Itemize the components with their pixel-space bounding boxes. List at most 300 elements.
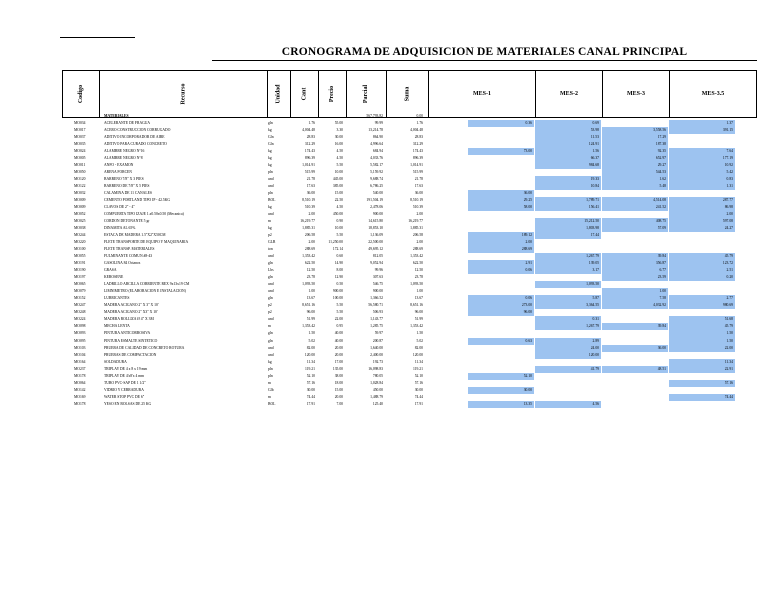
cell-code: MO009 — [74, 205, 86, 210]
cell-mes3: 57.09 — [602, 225, 668, 232]
cell-mes1 — [468, 288, 534, 295]
cell-mes3 — [602, 211, 668, 218]
table-row — [62, 246, 757, 253]
cell-partial: 4,996.64 — [370, 142, 383, 147]
cell-mes2: 1,789.71 — [535, 197, 601, 204]
cell-description: ESTACA DE MADERA 1.5"X2"X50CM — [104, 233, 166, 238]
cell-quantity: 510.39 — [304, 205, 315, 210]
cell-unit: und — [268, 282, 274, 287]
cell-sum: 1.76 — [416, 121, 423, 126]
cell-price: 5.50 — [336, 163, 343, 168]
cell-mes1 — [468, 281, 534, 288]
cell-mes35 — [669, 281, 735, 288]
cell-mes3: 29.27 — [602, 162, 668, 169]
cell-partial: 49,695.12 — [368, 247, 383, 252]
table-row — [62, 260, 757, 267]
cell-mes2: 4.56 — [535, 401, 601, 408]
cell-sum: 119.21 — [412, 366, 423, 371]
cell-description: LADRILLO ARCILLA CORRIENTE REX 9x13x19 CM — [104, 282, 190, 287]
table-row — [62, 288, 757, 295]
cell-description: LUBRICANTES — [104, 296, 130, 301]
cell-code: MO247 — [74, 303, 86, 308]
cell-description: KEROSENE — [104, 275, 124, 280]
cell-unit: m — [268, 380, 271, 385]
cell-mes1: 36.00 — [468, 190, 534, 197]
cell-mes35 — [669, 113, 735, 120]
cell-price: 17.00 — [334, 359, 343, 364]
cell-partial: 4,033.76 — [370, 156, 383, 161]
cell-quantity: 1.76 — [308, 121, 315, 126]
cell-price: 0.50 — [336, 282, 343, 287]
cell-mes3 — [602, 338, 668, 345]
cell-price: 20.00 — [334, 345, 343, 350]
cell-sum: 28.83 — [414, 135, 423, 140]
cell-unit: und — [268, 289, 274, 294]
cell-sum: 23.78 — [414, 275, 423, 280]
cell-mes2: 15,212.50 — [535, 218, 601, 225]
cell-mes35: 86.98 — [669, 204, 735, 211]
cell-mes2 — [535, 274, 601, 281]
cell-mes3: 241.52 — [602, 204, 668, 211]
cell-description: BARRENO 7/8" X 3 PIES — [104, 177, 144, 182]
cell-price: 15.00 — [334, 387, 343, 392]
cell-sum: 30.00 — [414, 387, 423, 392]
cell-mes2: 5.87 — [535, 295, 601, 302]
cell-mes35: 1.50 — [669, 330, 735, 337]
cell-quantity: 1,885.31 — [302, 226, 315, 231]
cell-description: YESO EN BOLSAS DE 25 KG — [104, 401, 152, 406]
cell-price: 30.00 — [334, 135, 343, 140]
cell-code: MO152 — [74, 296, 86, 301]
cell-code: MO038 — [74, 226, 86, 231]
cell-code: MO032 — [74, 191, 86, 196]
cell-mes1 — [468, 394, 534, 401]
cell-quantity: 288.69 — [304, 247, 315, 252]
cell-mes2: 1,803.98 — [535, 225, 601, 232]
cell-mes3 — [602, 330, 668, 337]
cell-description: TUBO PVC-SAP DE 1 1/2" — [104, 380, 146, 385]
cell-description: DINAMITA AL 65% — [104, 226, 136, 231]
cell-code: MO064 — [74, 380, 86, 385]
cell-code: MO034 — [74, 121, 86, 126]
cell-partial: 567,793.82 — [366, 114, 383, 118]
cell-unit: gln — [268, 261, 273, 266]
cell-partial: 1,488.79 — [370, 394, 383, 399]
cell-unit: kg — [268, 163, 272, 168]
cell-mes1 — [468, 345, 534, 352]
cell-partial: 1,143.77 — [370, 317, 383, 322]
cell-partial: 684.94 — [372, 149, 383, 154]
cell-description: WATER STOP PVC DE 6" — [104, 394, 145, 399]
cell-unit: und — [268, 212, 274, 217]
cell-unit: m — [268, 219, 271, 224]
cell-mes1: 0.63 — [468, 338, 534, 345]
cell-unit: kg — [268, 226, 272, 231]
cell-price: 38.00 — [334, 373, 343, 378]
table-row — [62, 345, 757, 352]
cell-code: MO079 — [74, 289, 86, 294]
cell-code: MO190 — [74, 268, 86, 273]
cell-mes2 — [535, 309, 601, 316]
cell-code: MO142 — [74, 387, 86, 392]
cell-description: LIMNIMETRO (ELABORACION E INSTALACION) — [104, 289, 186, 294]
cell-code: MO220 — [74, 240, 86, 245]
cell-code: MO178 — [74, 373, 86, 378]
cell-mes3: 7.58 — [602, 295, 668, 302]
cell-price: 40.00 — [334, 338, 343, 343]
cell-unit: GLB — [268, 240, 276, 245]
cell-mes1 — [468, 225, 534, 232]
cell-mes3 — [602, 387, 668, 394]
cell-mes35 — [669, 288, 735, 295]
cell-sum: 174.43 — [412, 149, 423, 154]
cell-mes3: 39.84 — [602, 253, 668, 260]
cell-sum: 17.91 — [414, 401, 423, 406]
cell-sum: 12.50 — [414, 268, 423, 273]
cell-mes2 — [535, 169, 601, 176]
table-row — [62, 253, 757, 260]
cell-mes2: 139.05 — [535, 260, 601, 267]
cell-mes2 — [535, 330, 601, 337]
cell-code: MO244 — [74, 233, 86, 238]
cell-mes2 — [535, 239, 601, 246]
table-row — [62, 309, 757, 316]
table-row — [62, 330, 757, 337]
cell-mes35: 11.34 — [669, 359, 735, 366]
cell-partial: 18,853.10 — [368, 226, 383, 231]
table-header — [62, 70, 757, 118]
cell-quantity: 17.91 — [306, 401, 315, 406]
cell-quantity: 57.16 — [306, 380, 315, 385]
cell-mes1 — [468, 155, 534, 162]
header-parcial: Parcial — [347, 71, 387, 117]
table-row — [62, 281, 757, 288]
cell-mes35 — [669, 309, 735, 316]
cell-mes35 — [669, 141, 735, 148]
table-row — [62, 134, 757, 141]
cell-price: 135.00 — [332, 366, 343, 371]
cell-unit: kg — [268, 128, 272, 133]
cell-code: MO122 — [74, 184, 86, 189]
cell-mes1 — [468, 274, 534, 281]
cell-sum: 8,651.16 — [410, 303, 423, 308]
cell-code: MO065 — [74, 282, 86, 287]
cell-price: 14.90 — [334, 261, 343, 266]
cell-sum: 51.99 — [414, 317, 423, 322]
cell-mes1: 52.10 — [468, 373, 534, 380]
cell-quantity: 174.43 — [304, 149, 315, 154]
cell-unit: ton — [268, 247, 273, 252]
cell-unit: und — [268, 177, 274, 182]
cell-partial: 9,052.94 — [370, 261, 383, 266]
cell-unit: gln — [268, 296, 273, 301]
cell-description: ACELERANTE DE FRAGUA — [104, 121, 151, 126]
cell-unit: Gln — [268, 135, 274, 140]
cell-quantity: 896.39 — [304, 156, 315, 161]
cell-mes2: 0.69 — [535, 120, 601, 127]
cell-quantity: 96.00 — [306, 310, 315, 315]
cell-unit: kg — [268, 359, 272, 364]
cell-mes1 — [468, 253, 534, 260]
cell-code: MO052 — [74, 212, 86, 217]
cell-unit: kg — [268, 156, 272, 161]
cell-unit: pln — [268, 191, 273, 196]
table-row — [62, 239, 757, 246]
table-row — [62, 401, 757, 408]
cell-quantity: 28.83 — [306, 135, 315, 140]
cell-description: CORDON DETONANTE 5 gr — [104, 219, 150, 224]
cell-description: ANFO - EXAMON — [104, 163, 134, 168]
table-row — [62, 295, 757, 302]
cell-price: 4.50 — [336, 156, 343, 161]
table-row — [62, 352, 757, 359]
cell-mes2: 1,093.50 — [535, 281, 601, 288]
cell-partial: 450.00 — [372, 387, 383, 392]
table-row — [62, 316, 757, 323]
cell-description: TRIPLAY DE 4'x8'x 4 mm — [104, 373, 144, 378]
header-mes35: MES-3.5 — [701, 91, 725, 97]
cell-mes2: 3,364.55 — [535, 302, 601, 309]
cell-mes1: 58.00 — [468, 204, 534, 211]
cell-quantity: 30.00 — [306, 387, 315, 392]
cell-price: 15.00 — [334, 191, 343, 196]
cell-mes35: 1.37 — [669, 120, 735, 127]
cell-unit: gln — [268, 331, 273, 336]
cell-partial: 506.93 — [372, 310, 383, 315]
cell-mes35 — [669, 232, 735, 239]
cell-sum: 206.58 — [412, 233, 423, 238]
cell-mes1 — [468, 352, 534, 359]
cell-description: MATERIALES — [104, 114, 129, 118]
cell-mes3: 1.62 — [602, 176, 668, 183]
cell-description: CLAVOS DE 2" - 4" — [104, 205, 135, 210]
cell-partial: 9,688.74 — [370, 177, 383, 182]
header-codigo: Codigo — [63, 71, 100, 117]
table-row — [62, 113, 757, 120]
cell-quantity: 5.02 — [308, 338, 315, 343]
table-row — [62, 225, 757, 232]
cell-description: PRUEBA DE CALIDAD DE CONCRETO ROTURA — [104, 345, 185, 350]
cell-quantity: 82.00 — [306, 345, 315, 350]
cell-mes1: 96.00 — [468, 309, 534, 316]
cell-mes2 — [535, 359, 601, 366]
cell-price: 450.00 — [332, 212, 343, 217]
cell-sum: 74.44 — [414, 394, 423, 399]
cell-price: 4.50 — [336, 205, 343, 210]
cell-description: FLETE TRANSP. MATERIALES — [104, 247, 155, 252]
cell-code: MO035 — [74, 142, 86, 147]
cell-quantity: 23.78 — [306, 275, 315, 280]
cell-mes2 — [535, 394, 601, 401]
cell-sum: 57.16 — [414, 380, 423, 385]
cell-price: 22.50 — [334, 198, 343, 203]
cell-sum: 21.78 — [414, 177, 423, 182]
cell-sum: 622.50 — [412, 261, 423, 266]
cell-mes2: 24.00 — [535, 345, 601, 352]
cell-mes3: 187.38 — [602, 141, 668, 148]
cell-partial: 864.90 — [372, 135, 383, 140]
cell-mes35: 0.20 — [669, 274, 735, 281]
cell-quantity: 11.34 — [306, 359, 315, 364]
cell-code: MO197 — [74, 275, 86, 280]
cell-description: ALAMBRE NEGRO N°16 — [104, 149, 145, 154]
table-row — [62, 204, 757, 211]
cell-price: 20.00 — [334, 352, 343, 357]
cell-mes35 — [669, 239, 735, 246]
cell-quantity: 52.10 — [306, 373, 315, 378]
cell-mes1: 0.06 — [468, 267, 534, 274]
cell-mes3: 4,514.08 — [602, 197, 668, 204]
cell-mes3 — [602, 190, 668, 197]
cell-price: 40.00 — [334, 331, 343, 336]
cell-price: 12.90 — [334, 275, 343, 280]
cell-price: 445.00 — [332, 177, 343, 182]
cell-sum: 510.39 — [412, 205, 423, 210]
cell-mes3 — [602, 246, 668, 253]
table-row — [62, 394, 757, 401]
cell-unit: gln — [268, 121, 273, 126]
cell-sum: 96.00 — [414, 310, 423, 315]
cell-mes3: 6.77 — [602, 267, 668, 274]
cell-quantity: 74.44 — [306, 394, 315, 399]
cell-price: 5.50 — [336, 310, 343, 315]
cell-code: MO005 — [74, 156, 86, 161]
cell-price: 18.00 — [334, 380, 343, 385]
cell-mes1 — [468, 169, 534, 176]
cell-code: MO191 — [74, 261, 86, 266]
cell-mes1: 29.25 — [468, 197, 534, 204]
cell-price: 10.00 — [334, 226, 343, 231]
cell-mes1: 0.36 — [468, 120, 534, 127]
table-row — [62, 183, 757, 190]
cell-mes2 — [535, 387, 601, 394]
cell-mes2: 3.17 — [535, 267, 601, 274]
table-row — [62, 366, 757, 373]
cell-mes2 — [535, 373, 601, 380]
cell-code: MO011 — [74, 163, 86, 168]
table-row — [62, 267, 757, 274]
cell-unit: und — [268, 254, 274, 259]
cell-mes35: 22.00 — [669, 345, 735, 352]
cell-partial: 16,098.83 — [368, 366, 383, 371]
cell-partial: 5,159.92 — [370, 170, 383, 175]
cell-mes1: 73.00 — [468, 148, 534, 155]
cell-mes3 — [602, 401, 668, 408]
cell-quantity — [291, 113, 317, 120]
cell-price: 4.50 — [336, 149, 343, 154]
header-cant: Cant — [291, 71, 319, 117]
cell-mes3 — [602, 380, 668, 387]
cell-partial: 1,028.84 — [370, 380, 383, 385]
cell-description: FULMINANTE COMUN #8-43 — [104, 254, 153, 259]
cell-code: MO037 — [74, 135, 86, 140]
table-row — [62, 197, 757, 204]
cell-unit: pln — [268, 373, 273, 378]
cell-quantity: 206.58 — [304, 233, 315, 238]
cell-code: MO095 — [74, 338, 86, 343]
cell-sum: 896.39 — [412, 156, 423, 161]
cell-price: 8.00 — [336, 268, 343, 273]
header-mes1: MES-1 — [429, 71, 536, 117]
cell-mes3: 48.51 — [602, 366, 668, 373]
cell-mes3: 36.00 — [602, 345, 668, 352]
cell-mes2: 124.91 — [535, 141, 601, 148]
cell-mes35: 2.51 — [669, 267, 735, 274]
table-row — [62, 380, 757, 387]
cell-unit: pln — [268, 366, 273, 371]
cell-sum: 1,353.42 — [410, 324, 423, 329]
cell-unit: gln — [268, 275, 273, 280]
cell-description: PINTURA ESMALTE SINTETICO — [104, 338, 158, 343]
cell-mes1 — [468, 113, 534, 120]
cell-partial: 900.00 — [372, 289, 383, 294]
cell-mes2: 53.98 — [535, 127, 601, 134]
cell-mes1 — [468, 176, 534, 183]
cell-code: MO093 — [74, 331, 86, 336]
cell-mes35 — [669, 246, 735, 253]
table-row — [62, 148, 757, 155]
cell-mes1: 288.69 — [468, 246, 534, 253]
cell-code: MO100 — [74, 247, 86, 252]
table-row — [62, 218, 757, 225]
header-suma: Suma — [387, 71, 429, 117]
cell-mes3 — [602, 120, 668, 127]
cell-price: 11,250.00 — [328, 240, 343, 245]
cell-code: MO164 — [74, 359, 86, 364]
cell-mes3: 408.75 — [602, 218, 668, 225]
cell-description: FLETE TRANSPORTE DE EQUIPO Y MAQUINARIA — [104, 240, 189, 245]
table-row — [62, 373, 757, 380]
cell-mes3: 1.00 — [602, 288, 668, 295]
cell-mes3: 3,558.56 — [602, 127, 668, 134]
cell-code: MO103 — [74, 345, 86, 350]
cell-mes2: 17.44 — [535, 232, 601, 239]
cell-quantity: 622.50 — [304, 261, 315, 266]
header-mes2: MES-2 — [536, 71, 603, 117]
cell-mes1 — [468, 218, 534, 225]
cell-mes35: 391.15 — [669, 127, 735, 134]
cell-mes3: 17.29 — [602, 134, 668, 141]
cell-mes3 — [602, 359, 668, 366]
cell-partial: 2,478.06 — [370, 205, 383, 210]
cell-sum: 11.34 — [414, 359, 423, 364]
cell-sum: 1,014.91 — [410, 163, 423, 168]
cell-mes1: 13.35 — [468, 401, 534, 408]
cell-partial: 1,640.00 — [370, 345, 383, 350]
cell-partial: 99.96 — [374, 268, 383, 273]
cell-mes35 — [669, 401, 735, 408]
cell-mes2: 120.00 — [535, 352, 601, 359]
cell-unit: Lbs — [268, 268, 274, 273]
cell-code: MO120 — [74, 177, 86, 182]
cell-mes35: 45.79 — [669, 323, 735, 330]
cell-unit: p2 — [268, 303, 272, 308]
cell-partial: 99.99 — [374, 121, 383, 126]
cell-sum: 288.69 — [412, 247, 423, 252]
cell-mes3 — [602, 232, 668, 239]
cell-unit: und — [268, 352, 274, 357]
cell-quantity: 312.29 — [304, 142, 315, 147]
cell-mes35: 45.79 — [669, 253, 735, 260]
cell-code: MO009 — [74, 198, 86, 203]
cell-description: SOLDADURA — [104, 359, 127, 364]
cell-mes3: 544.53 — [602, 169, 668, 176]
cell-mes2: 1.56 — [535, 148, 601, 155]
table-row — [62, 162, 757, 169]
cell-description: BARRENO DE 7/8" X 5 PIES — [104, 184, 150, 189]
table-row — [62, 302, 757, 309]
cell-mes3 — [602, 113, 668, 120]
